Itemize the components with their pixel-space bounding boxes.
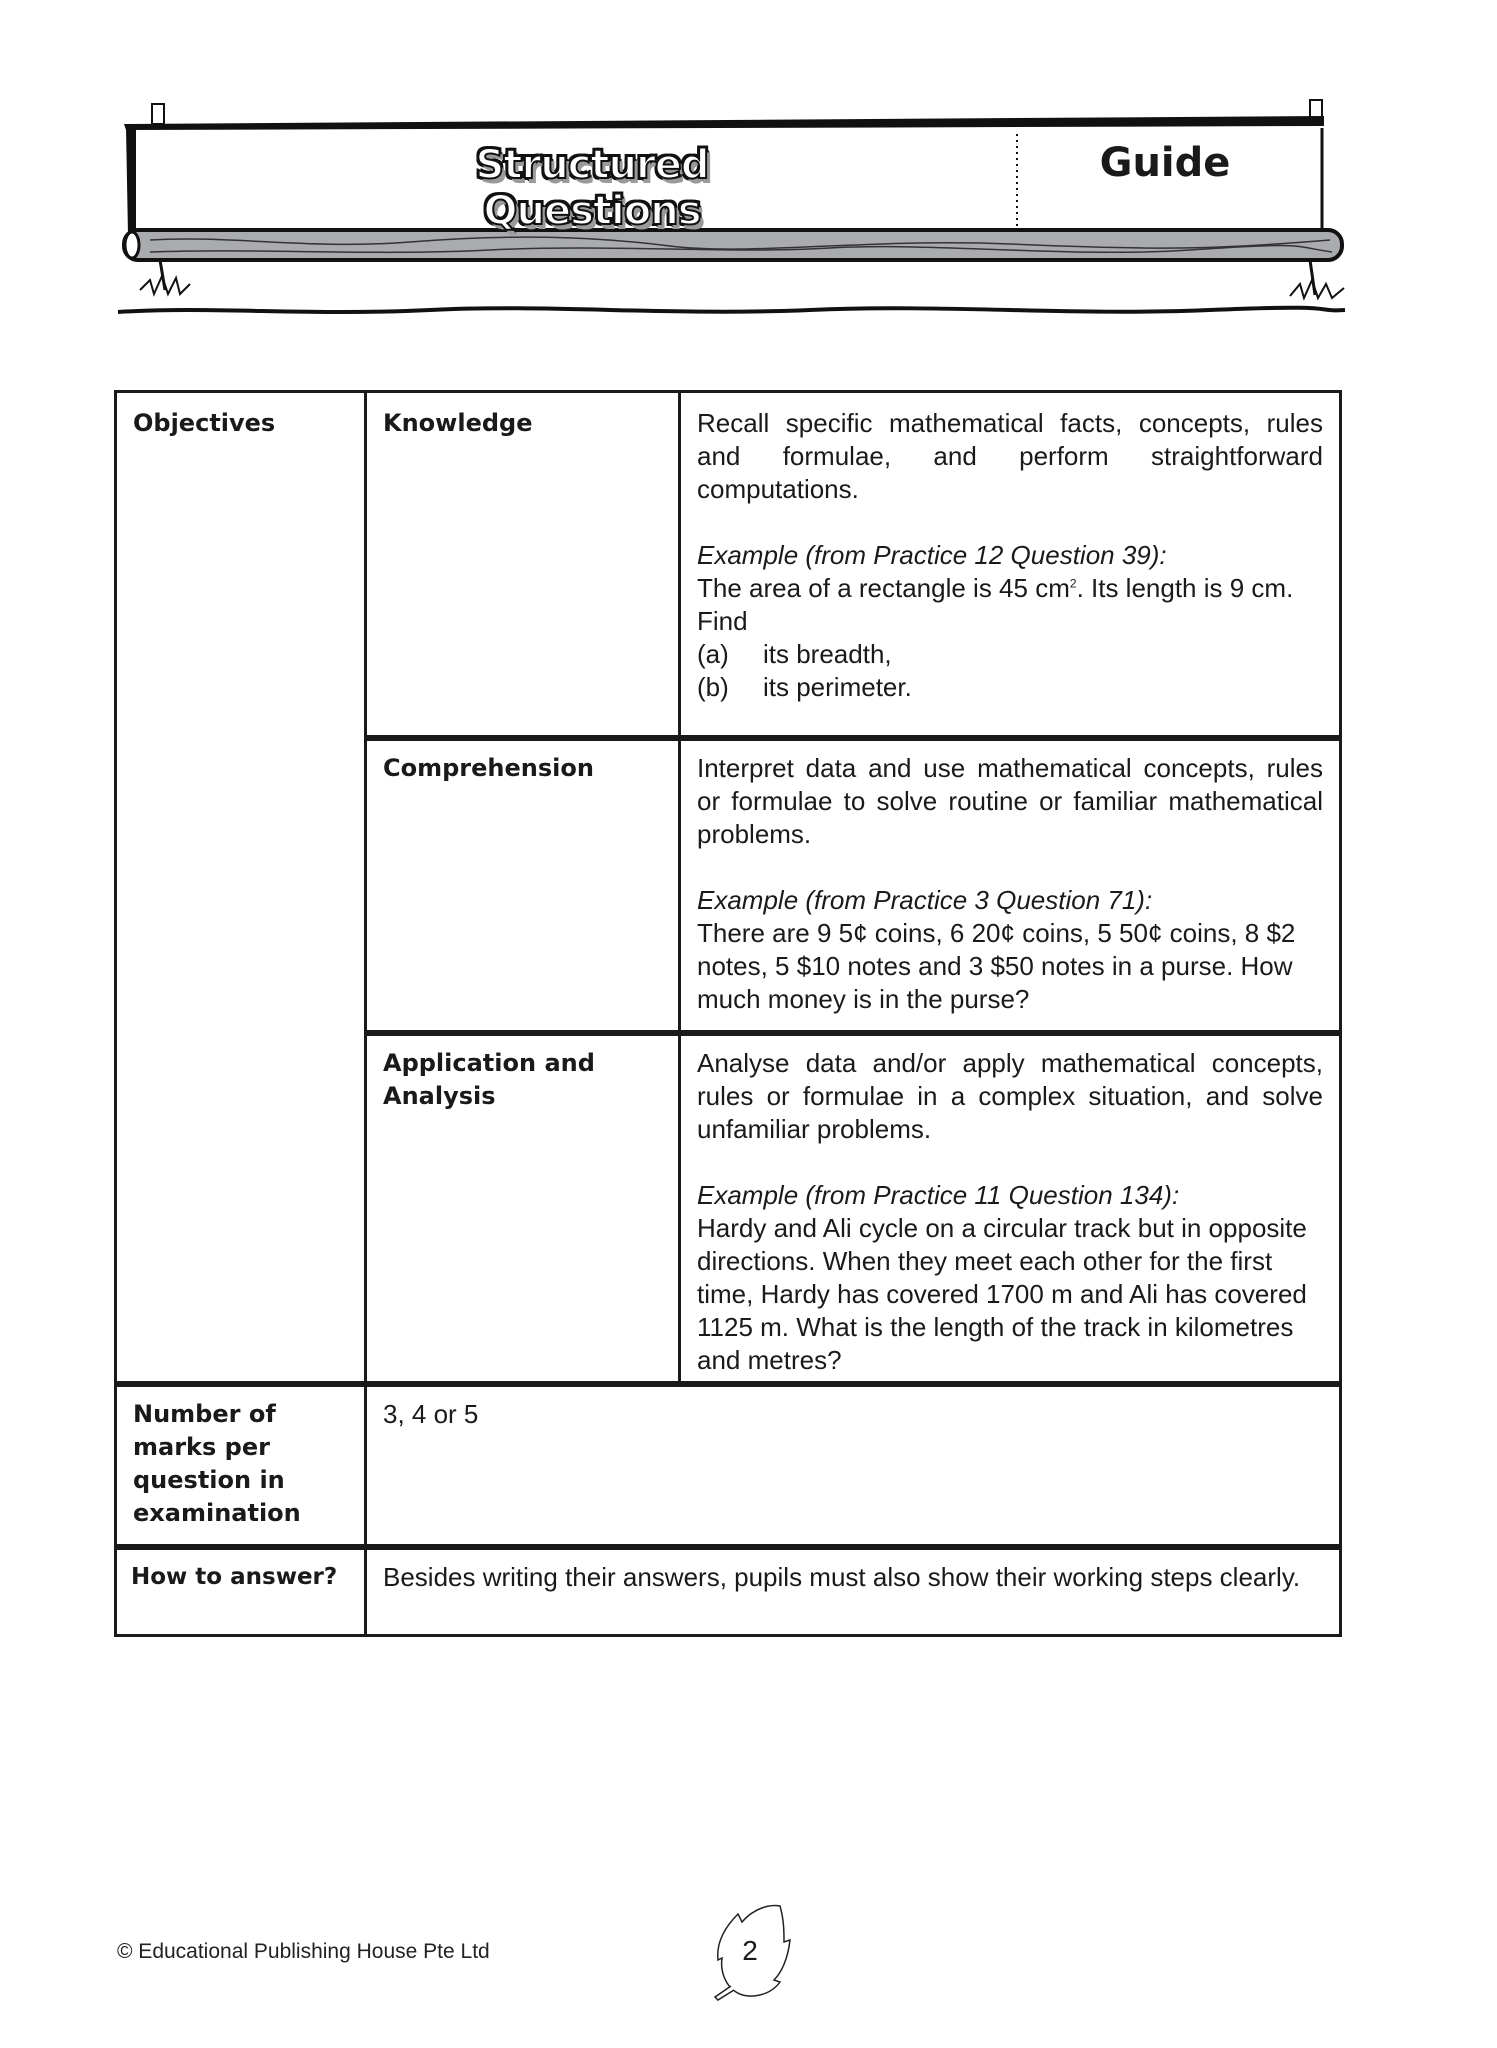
category-label: Knowledge	[383, 409, 533, 437]
marks-value: 3, 4 or 5	[383, 1399, 479, 1429]
sub-item-marker: (b)	[697, 672, 729, 702]
description-cell	[678, 735, 1342, 1036]
page-title: Structured Questions	[475, 142, 709, 234]
copyright-notice: © Educational Publishing House Pte Ltd	[117, 1940, 490, 1963]
page-number: 2	[742, 1935, 758, 1966]
superscript: 2	[1069, 576, 1077, 591]
how-to-answer-value: Besides writing their answers, pupils must also show their working steps clearly.	[383, 1562, 1301, 1592]
sub-item	[697, 671, 1323, 704]
table-row-how-to-answer	[117, 1547, 1342, 1637]
example-heading: Example (from Practice 11 Question 134):	[697, 1180, 1180, 1210]
marks-label-cell	[114, 1381, 367, 1550]
objectives-label: Objectives	[133, 409, 276, 437]
table-row-marks	[117, 1384, 1342, 1550]
example-text-part: The area of a rectangle is 45 cm	[697, 573, 1070, 603]
how-to-answer-label-cell	[114, 1544, 367, 1637]
example-text: Hardy and Ali cycle on a circular track but in opposite directions. When they meet each other for the first time, Hardy has covered 1700 m and Ali has covered 1125 m. What is the length of the track in kilometres and metres?	[697, 1213, 1307, 1375]
example-heading: Example (from Practice 3 Question 71):	[697, 885, 1153, 915]
example-text-part: . Its length is 9 cm. Find	[697, 573, 1294, 636]
description-cell	[678, 390, 1342, 741]
sub-item-marker: (a)	[697, 639, 729, 669]
category-cell	[364, 1030, 681, 1387]
how-to-answer-value-cell	[364, 1544, 1342, 1637]
example-text	[697, 572, 1323, 638]
sub-item	[697, 638, 1323, 671]
description-cell	[678, 1030, 1342, 1387]
how-to-answer-label: How to answer?	[131, 1564, 338, 1590]
category-cell	[364, 390, 681, 741]
description-text: Interpret data and use mathematical concepts, rules or formulae to solve routine or familiar mathematical problems.	[697, 753, 1323, 849]
marks-label: Number of marks per question in examination	[133, 1400, 301, 1527]
sub-item-text: its perimeter.	[763, 672, 912, 702]
category-label: Comprehension	[383, 754, 594, 782]
description-text: Recall specific mathematical facts, concepts, rules and formulae, and perform straightforward computations.	[697, 408, 1323, 504]
example-heading: Example (from Practice 12 Question 39):	[697, 540, 1167, 570]
marks-value-cell	[364, 1381, 1342, 1550]
sub-item-text: its breadth,	[763, 639, 892, 669]
table-row	[117, 393, 1342, 741]
category-cell	[364, 735, 681, 1036]
table-row	[117, 738, 1342, 1036]
category-label: Application and Analysis	[383, 1049, 595, 1110]
example-text: There are 9 5¢ coins, 6 20¢ coins, 5 50¢ coins, 8 $2 notes, 5 $10 notes and 3 $50 notes in a purse. How much money is in the purse?	[697, 918, 1296, 1014]
table-row	[117, 1033, 1342, 1387]
header-sign	[110, 90, 1350, 330]
section-label: Guide	[1099, 140, 1231, 186]
description-text: Analyse data and/or apply mathematical concepts, rules or formulae in a complex situation, and solve unfamiliar problems.	[697, 1048, 1323, 1144]
